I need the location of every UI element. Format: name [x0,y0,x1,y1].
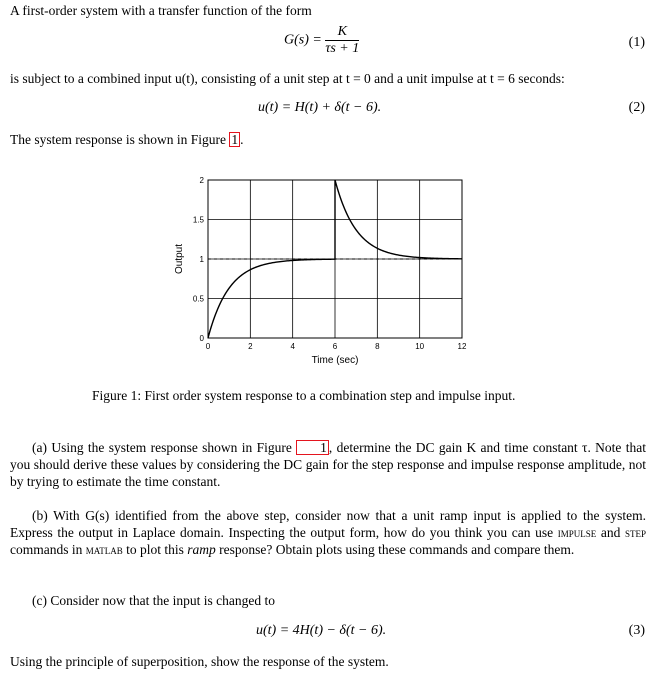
input-sentence: is subject to a combined input u(t), consisting of a unit step at t = 0 and a unit impulse at t = 6 seconds: [10,71,565,86]
y-tick-label: 2 [199,176,204,185]
x-tick-label: 10 [415,342,425,351]
eq2-number: (2) [628,100,645,115]
response-chart [160,170,480,370]
x-tick-label: 6 [332,342,338,351]
x-axis-label: Time (sec) [311,355,359,366]
ramp-word: ramp [187,542,216,557]
equation-3: u(t) = 4H(t) − δ(t − 6). [256,623,387,638]
impulse-command: impulse [557,525,597,540]
response-sentence-post: . [240,132,244,147]
x-tick-label: 8 [375,342,380,351]
part-a-figure-link[interactable]: 1 [296,440,329,455]
step-command: step [624,525,646,540]
eq1-fraction [325,24,359,57]
intro-text: A first-order system with a transfer function of the form [10,3,312,18]
y-tick-label: 1.5 [192,215,204,225]
eq1-lhs: G(s) = [284,32,322,48]
closing-sentence: Using the principle of superposition, show the response of the system. [10,654,389,669]
part-c: (c) Consider now that the input is changed to [32,593,275,608]
equation-2: u(t) = H(t) + δ(t − 6). [258,100,382,115]
x-tick-label: 4 [290,342,295,351]
part-b-s4: response? Obtain plots using these commands and compare them. [215,542,575,557]
response-sentence [10,131,243,148]
figure-caption: Figure 1: First order system response to a combination step and impulse input. [92,388,516,403]
y-ticks [193,176,205,343]
x-tick-label: 12 [457,342,467,351]
part-a-pre: (a) Using the system response shown in Figure [32,440,297,455]
x-tick-label: 0 [205,342,211,351]
figure-link[interactable]: 1 [231,132,239,147]
eq1-denominator: τs + 1 [325,41,360,56]
part-b-s2: commands in [10,542,86,557]
part-a-post: , determine the DC gain K and time constant τ. Note that you should derive these values by considering the DC gain for the step response and impulse response amplitude, not by trying to estimate the time constant. [10,440,646,489]
part-a [10,439,646,490]
y-tick-label: 1 [199,255,204,264]
y-axis-label: Output [174,243,185,275]
equation-1 [284,24,359,57]
eq1-numerator: K [325,24,359,41]
eq3-number: (3) [628,623,645,638]
eq1-number: (1) [628,35,645,50]
part-b [10,507,646,558]
part-b-s3: to plot this [122,542,188,557]
x-tick-label: 2 [248,342,253,351]
part-b-s1: (b) With G(s) identified from the above step, consider now that a unit ramp input is applied to the system. Express the output in Laplace domain. Inspecting the output form, how do you think you can use [10,508,646,540]
matlab-name: matlab [85,542,123,557]
x-ticks [206,342,467,351]
response-sentence-pre: The system response is shown in Figure [10,132,230,147]
part-b-and: and [596,525,625,540]
y-tick-label: 0 [199,334,204,343]
y-tick-label: 0.5 [192,294,204,304]
